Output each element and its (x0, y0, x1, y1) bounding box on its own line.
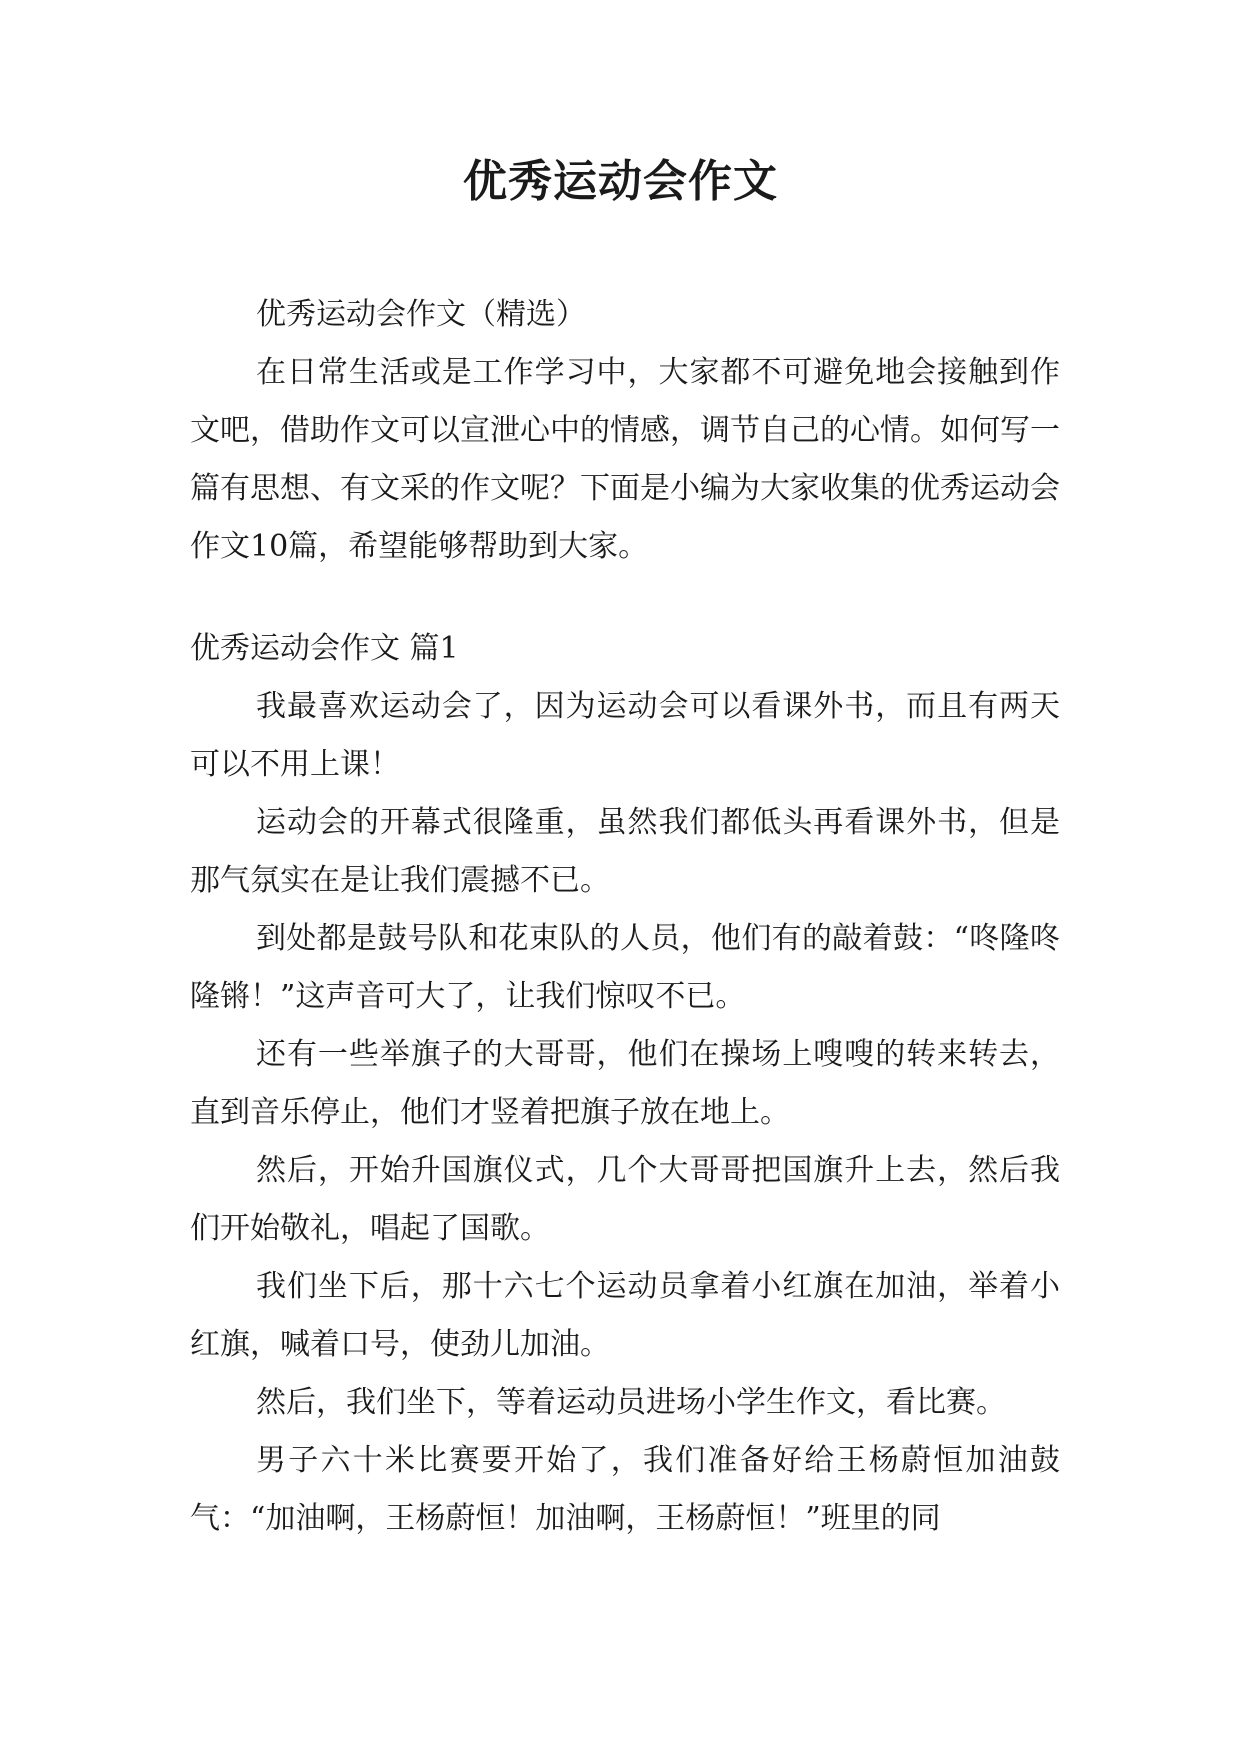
section-heading: 优秀运动会作文 篇1 (190, 631, 459, 666)
intro-paragraph: 在日常生活或是工作学习中，大家都不可避免地会接触到作文吧，借助作文可以宣泄心中的情感，调节自己的心情。如何写一篇有思想、有文采的作文呢？下面是小编为大家收集的优秀运动会作文10篇，希望能够帮助到大家。 (190, 355, 1060, 564)
body-paragraph: 还有一些举旗子的大哥哥，他们在操场上嗖嗖的转来转去，直到音乐停止，他们才竖着把旗子放在地上。 (190, 1037, 1060, 1130)
document-title: 优秀运动会作文 (463, 156, 778, 207)
body-paragraph: 运动会的开幕式很隆重，虽然我们都低头再看课外书，但是那气氛实在是让我们震撼不已。 (190, 805, 1060, 898)
document-body (190, 286, 1060, 1548)
body-paragraph: 男子六十米比赛要开始了，我们准备好给王杨蔚恒加油鼓气：“加油啊，王杨蔚恒！加油啊，王杨蔚恒！”班里的同 (190, 1443, 1060, 1536)
body-paragraph: 然后，我们坐下，等着运动员进场小学生作文，看比赛。 (256, 1385, 1006, 1420)
body-paragraph: 我最喜欢运动会了，因为运动会可以看课外书，而且有两天可以不用上课！ (190, 689, 1060, 782)
body-paragraph: 到处都是鼓号队和花束队的人员，他们有的敲着鼓：“咚隆咚隆锵！”这声音可大了，让我们惊叹不已。 (190, 921, 1060, 1014)
intro-heading: 优秀运动会作文（精选） (256, 297, 586, 332)
body-paragraph: 然后，开始升国旗仪式，几个大哥哥把国旗升上去，然后我们开始敬礼，唱起了国歌。 (190, 1153, 1060, 1246)
body-paragraph: 我们坐下后，那十六七个运动员拿着小红旗在加油，举着小红旗，喊着口号，使劲儿加油。 (190, 1269, 1060, 1362)
